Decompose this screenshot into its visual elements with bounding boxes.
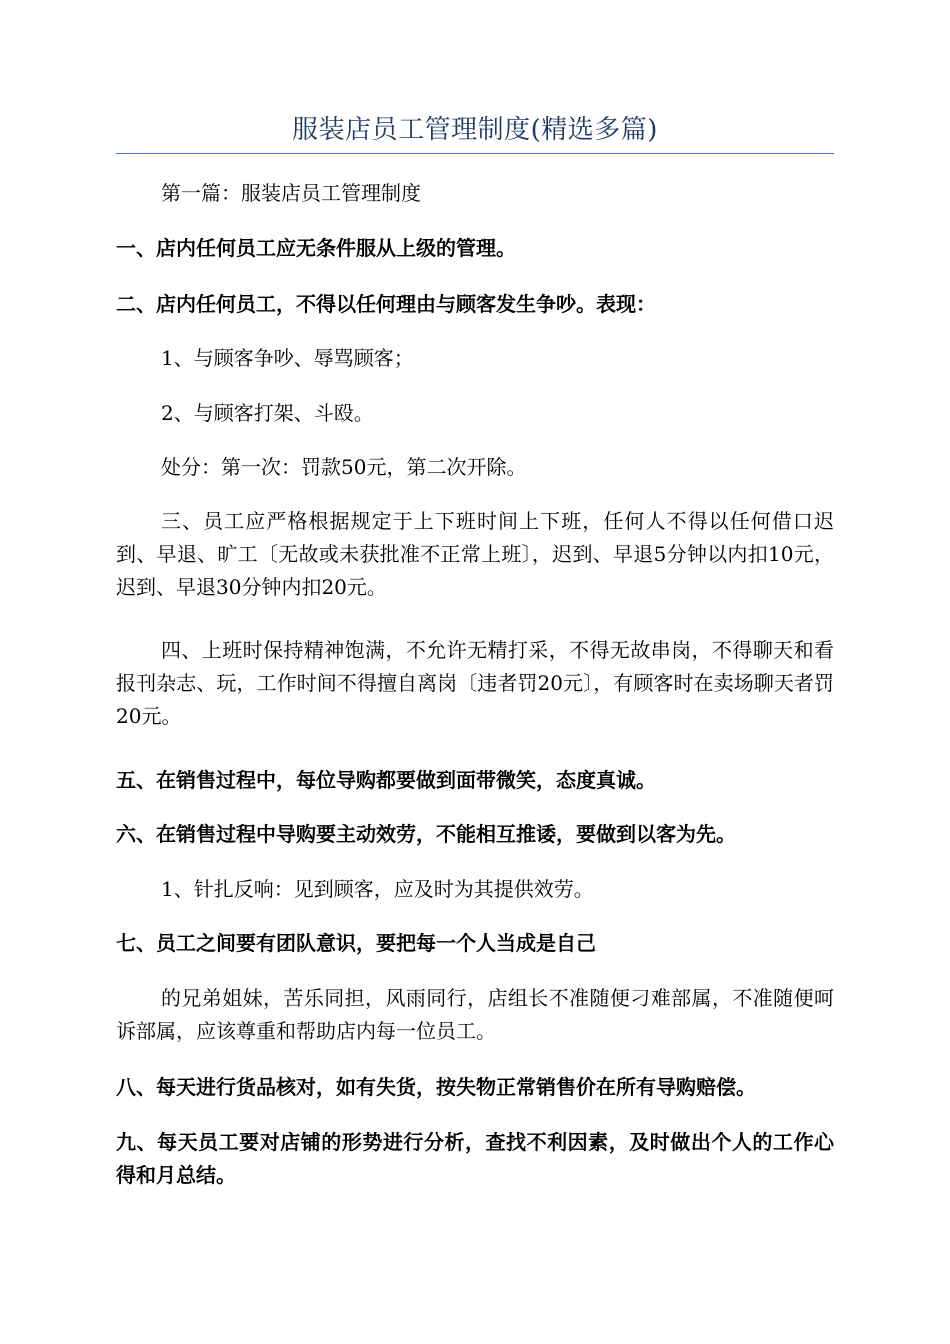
rule-3: 三、员工应严格根据规定于上下班时间上下班，任何人不得以任何借口迟到、早退、旷工〔无故或未获批准不正常上班〕，迟到、早退5分钟以内扣10元，迟到、早退30分钟内扣20元。 [116,509,834,599]
rule-9: 九、每天员工要对店铺的形势进行分析，查找不利因素，及时做出个人的工作心得和月总结。 [116,1130,834,1187]
rule-2-penalty: 处分：第一次：罚款50元，第二次开除。 [161,455,527,479]
document-title: 服装店员工管理制度(精选多篇) [292,115,658,145]
rule-1: 一、店内任何员工应无条件服从上级的管理。 [116,236,516,260]
rule-6-item-1: 1、针扎反响：见到顾客，应及时为其提供效劳。 [161,877,594,901]
rule-2-item-2: 2、与顾客打架、斗殴。 [161,401,374,425]
rule-7-continued: 的兄弟姐妹，苦乐同担，风雨同行，店组长不准随便刁难部属，不准随便呵诉部属，应该尊重和帮助店内每一位员工。 [116,986,834,1043]
rule-2-item-1: 1、与顾客争吵、辱骂顾客； [161,346,414,370]
title-underline [116,153,834,154]
rule-7: 七、员工之间要有团队意识，要把每一个人当成是自己 [116,931,596,955]
rule-4: 四、上班时保持精神饱满，不允许无精打采，不得无故串岗，不得聊天和看报刊杂志、玩，工作时间不得擅自离岗〔违者罚20元〕，有顾客时在卖场聊天者罚20元。 [116,638,834,728]
rule-5: 五、在销售过程中，每位导购都要做到面带微笑，态度真诚。 [116,768,656,792]
rule-8: 八、每天进行货品核对，如有失货，按失物正常销售价在所有导购赔偿。 [116,1075,756,1099]
rule-6: 六、在销售过程中导购要主动效劳，不能相互推诿，要做到以客为先。 [116,822,736,846]
rule-2: 二、店内任何员工，不得以任何理由与顾客发生争吵。表现： [116,292,656,316]
section-heading: 第一篇：服装店员工管理制度 [161,181,421,205]
